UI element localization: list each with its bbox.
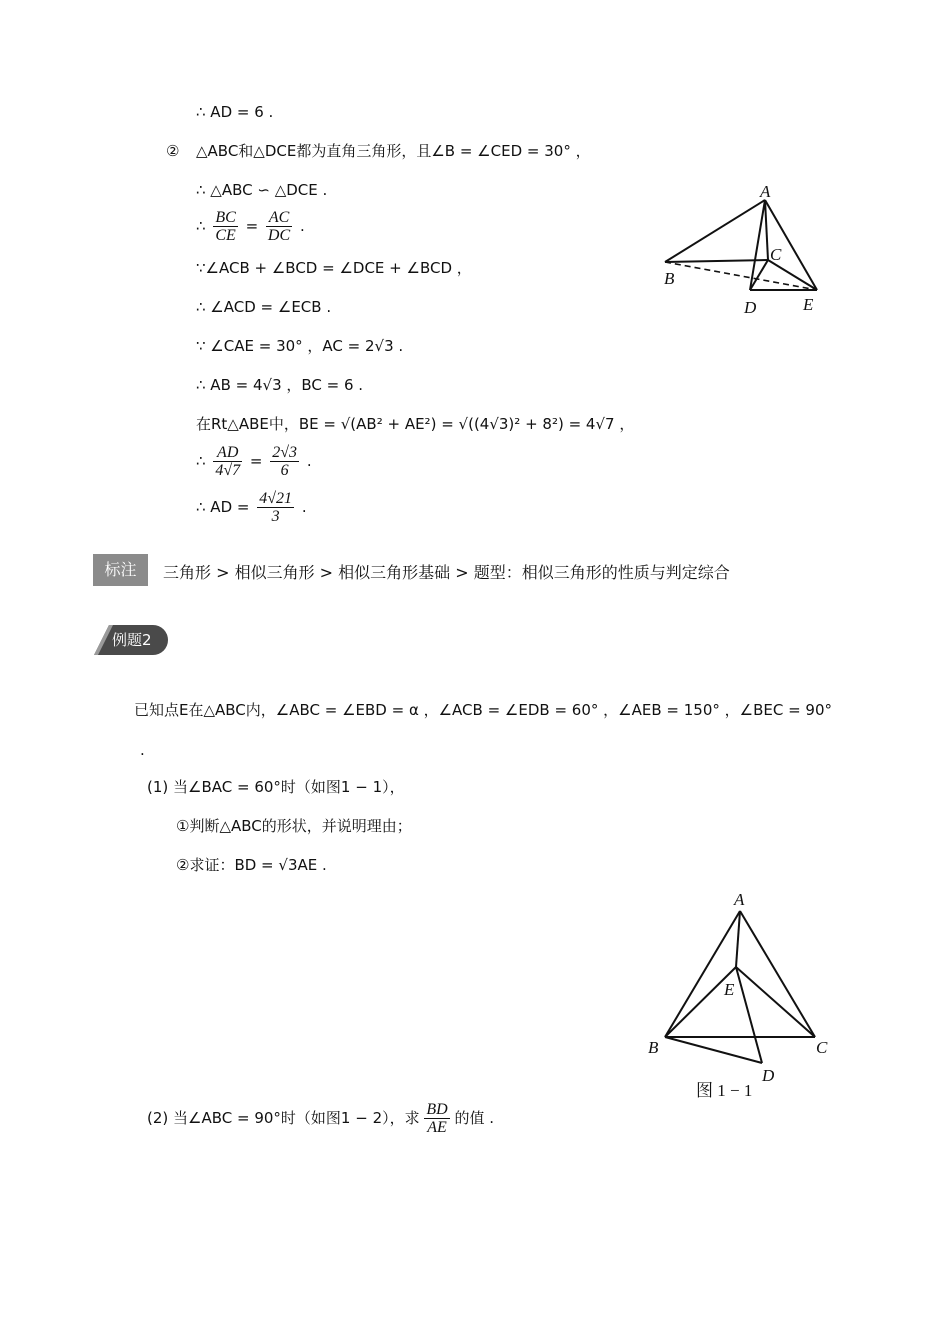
- example-badge-label: 例题2: [112, 631, 152, 649]
- step-proportion: [196, 444, 312, 479]
- fraction-numerator: 2√3: [272, 444, 298, 461]
- figure-1-diagram: [650, 180, 840, 320]
- period: .: [306, 452, 312, 470]
- question-1a: ①判断△ABC的形状，并说明理由；: [176, 817, 412, 835]
- segment-bc: [665, 260, 768, 262]
- segment-ab: [665, 200, 765, 262]
- figure-2-caption: 图 1 − 1: [696, 1081, 753, 1100]
- example-stem: 已知点E在△ABC内，∠ABC = ∠EBD = α ，∠ACB = ∠EDB = 60° ，∠AEB = 150° ，∠BEC = 90°: [134, 701, 833, 719]
- segment-ce: [736, 967, 815, 1037]
- step-pythagoras: 在Rt△ABE中，BE = √(AB² + AE²) = √((4√3)² + 8²) = 4√7 ，: [196, 415, 635, 433]
- label-d: D: [762, 1066, 775, 1085]
- label-b: B: [664, 269, 675, 288]
- fraction-numerator: 4√21: [259, 490, 293, 507]
- question-1: (1) 当∠BAC = 60°时（如图1 − 1），: [147, 778, 405, 796]
- period: .: [301, 498, 307, 516]
- therefore-symbol: ∴: [196, 217, 206, 235]
- fraction-ad-4root7: [213, 444, 242, 479]
- segment-ac: [740, 911, 815, 1037]
- fraction-denominator: 3: [271, 508, 280, 525]
- fraction-numerator: BD: [426, 1101, 448, 1118]
- label-e: E: [724, 980, 735, 999]
- solution-line-1: ∴ AD = 6 .: [196, 103, 274, 121]
- step-ratio: [196, 209, 305, 244]
- fraction-numerator: BC: [215, 209, 236, 226]
- fraction-numerator: AC: [266, 209, 292, 227]
- fraction-bd-ae: [424, 1101, 449, 1136]
- fraction-numerator: AD: [213, 444, 242, 462]
- fraction-denominator: CE: [215, 227, 236, 244]
- step-similar: ∴ △ABC ∽ △DCE .: [196, 181, 328, 199]
- fraction-denominator: 4√7: [215, 462, 241, 479]
- label-a: A: [760, 182, 771, 201]
- answer-prefix: ∴ AD =: [196, 498, 250, 516]
- fraction-denominator: 6: [280, 462, 289, 479]
- fraction-bc-ce: [213, 209, 237, 244]
- equals-sign: =: [249, 452, 263, 470]
- step-angle-equal: ∴ ∠ACD = ∠ECB .: [196, 298, 332, 316]
- step-lengths: ∴ AB = 4√3 ，BC = 6 .: [196, 376, 364, 394]
- period: .: [299, 217, 305, 235]
- segment-ed: [736, 967, 762, 1063]
- question-2-prefix: (2) 当∠ABC = 90°时（如图1 − 2），求: [147, 1109, 420, 1127]
- question-1b: ②求证：BD = √3AE .: [176, 856, 327, 874]
- figure-2-diagram: [640, 885, 840, 1100]
- fraction-2root3-6: [270, 444, 299, 479]
- fraction-answer: [257, 490, 294, 525]
- segment-ae: [736, 911, 740, 967]
- part-2-marker: ②: [166, 142, 180, 160]
- segment-ac: [765, 200, 768, 260]
- step-angle-sum: ∵∠ACB + ∠BCD = ∠DCE + ∠BCD ，: [196, 259, 472, 277]
- label-a: A: [734, 890, 745, 909]
- annotation-tag: 标注: [93, 554, 148, 586]
- fraction-ac-dc: [266, 209, 292, 244]
- question-2-suffix: 的值 .: [454, 1109, 495, 1127]
- label-c: C: [816, 1038, 828, 1057]
- fraction-denominator: DC: [267, 227, 291, 244]
- example-stem-end: .: [140, 741, 145, 759]
- label-e: E: [803, 295, 814, 314]
- annotation-path: 三角形 > 相似三角形 > 相似三角形基础 > 题型：相似三角形的性质与判定综合: [163, 563, 730, 582]
- therefore-symbol: ∴: [196, 452, 206, 470]
- label-b: B: [648, 1038, 659, 1057]
- step-given: ∵ ∠CAE = 30° ，AC = 2√3 .: [196, 337, 404, 355]
- segment-bd: [665, 1037, 762, 1063]
- step-answer: [196, 490, 307, 525]
- fraction-denominator: AE: [427, 1119, 447, 1136]
- label-c: C: [770, 245, 782, 264]
- segment-ce: [768, 260, 817, 290]
- part-2-statement: △ABC和△DCE都为直角三角形，且∠B = ∠CED = 30° ，: [196, 142, 591, 160]
- label-d: D: [744, 298, 757, 317]
- equals-sign: =: [245, 217, 259, 235]
- question-2: [147, 1101, 494, 1136]
